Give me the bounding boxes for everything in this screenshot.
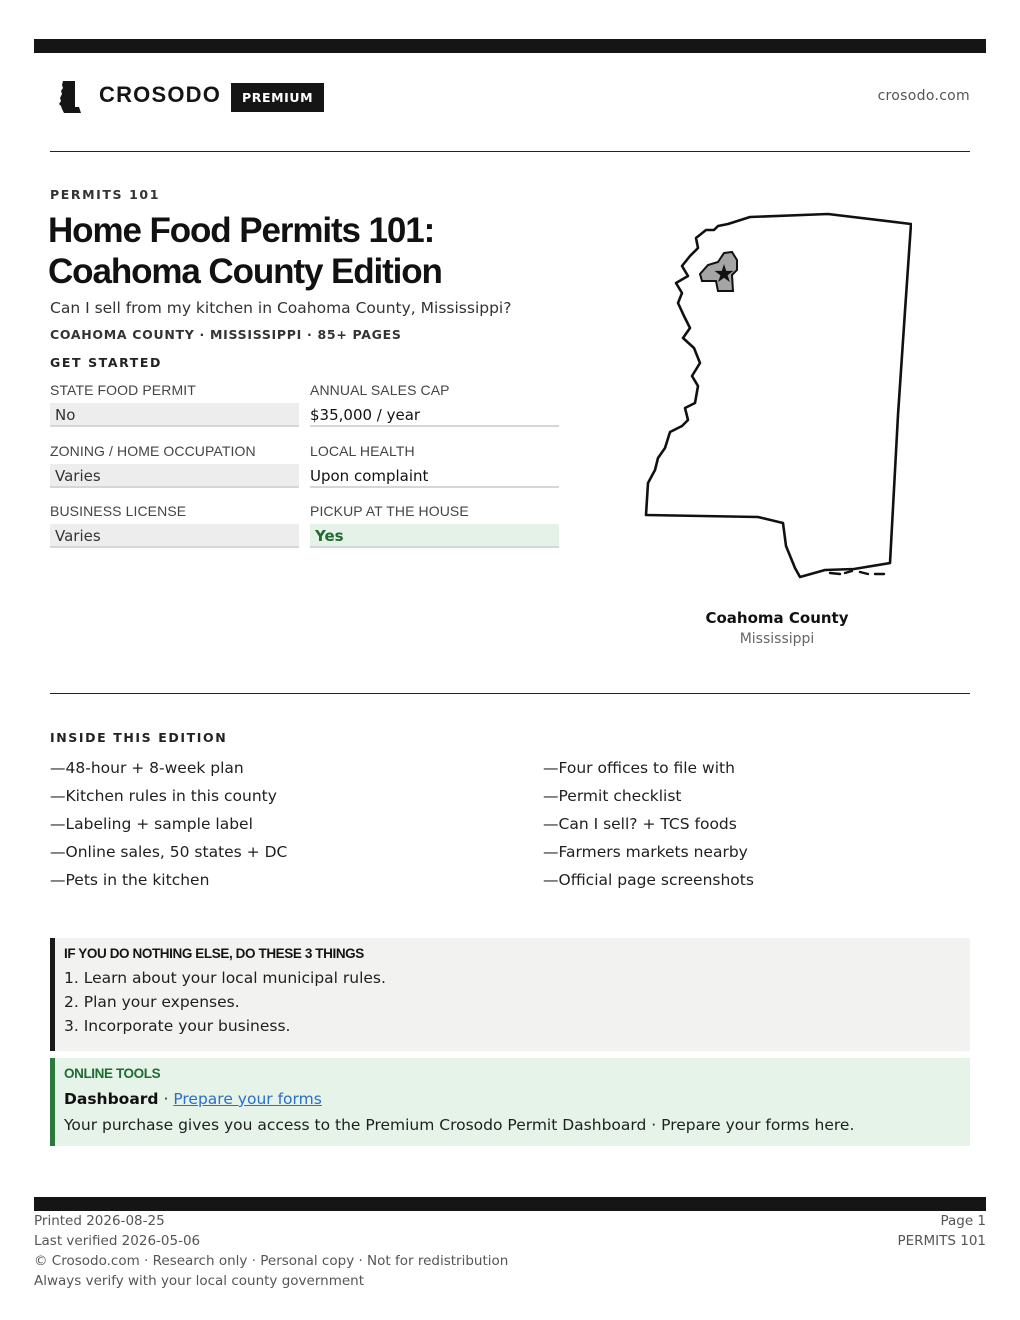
coastline-islands bbox=[830, 571, 884, 574]
page-subtitle: Can I sell from my kitchen in Coahoma County, Mississippi? bbox=[50, 299, 512, 317]
map-state-name: Mississippi bbox=[739, 631, 815, 647]
fact-business-license bbox=[50, 503, 299, 548]
toc-item: —Labeling + sample label bbox=[50, 815, 253, 833]
toc-item: —Kitchen rules in this county bbox=[50, 787, 277, 805]
footer-verify-note: Always verify with your local county government bbox=[34, 1273, 364, 1289]
footer-printed-date: Printed 2026-08-25 bbox=[34, 1213, 165, 1229]
dashboard-label: Dashboard bbox=[64, 1090, 159, 1108]
toc-right-column bbox=[543, 759, 754, 899]
divider bbox=[50, 693, 970, 694]
fact-local-health bbox=[310, 443, 559, 488]
three-things-callout bbox=[50, 938, 970, 1051]
fact-pickup bbox=[310, 503, 559, 548]
toc-item: —Can I sell? + TCS foods bbox=[543, 815, 737, 833]
page-title-line-1: Home Food Permits 101: bbox=[48, 211, 435, 250]
footer-verified-date: Last verified 2026-05-06 bbox=[34, 1233, 201, 1249]
divider bbox=[50, 151, 970, 152]
get-started-label: GET STARTED bbox=[50, 355, 163, 370]
header bbox=[50, 78, 970, 116]
online-tools-callout bbox=[50, 1058, 970, 1146]
fact-value: Varies bbox=[50, 464, 299, 488]
map-county-name: Coahoma County bbox=[705, 609, 849, 627]
callout-title: IF YOU DO NOTHING ELSE, DO THESE 3 THINGS bbox=[64, 946, 364, 961]
page-meta: COAHOMA COUNTY · MISSISSIPPI · 85+ PAGES bbox=[50, 327, 402, 342]
toc-left-column bbox=[50, 759, 287, 899]
footer-page-number: Page 1 bbox=[940, 1213, 986, 1229]
toc-item: —Online sales, 50 states + DC bbox=[50, 843, 288, 861]
fact-zoning bbox=[50, 443, 299, 488]
callout-step: 2. Plan your expenses. bbox=[64, 993, 240, 1011]
bottom-bar bbox=[34, 1197, 986, 1211]
fact-state-food-permit bbox=[50, 382, 299, 427]
toc-item: —48-hour + 8-week plan bbox=[50, 759, 244, 777]
callout-step: 3. Incorporate your business. bbox=[64, 1017, 291, 1035]
tools-title: ONLINE TOOLS bbox=[64, 1066, 161, 1081]
fact-annual-sales-cap bbox=[310, 382, 559, 427]
fact-label: STATE FOOD PERMIT bbox=[50, 382, 196, 398]
toc-item: —Four offices to file with bbox=[543, 759, 735, 777]
footer-section: PERMITS 101 bbox=[897, 1233, 986, 1249]
mississippi-logo-icon bbox=[58, 80, 82, 114]
fact-label: LOCAL HEALTH bbox=[310, 443, 415, 459]
premium-badge: PREMIUM bbox=[231, 83, 324, 112]
tools-description: Your purchase gives you access to the Premium Crosodo Permit Dashboard · Prepare your forms here. bbox=[64, 1116, 855, 1134]
toc-item: —Official page screenshots bbox=[543, 871, 754, 889]
fact-value: Yes bbox=[310, 524, 559, 548]
fact-label: ANNUAL SALES CAP bbox=[310, 382, 450, 398]
inside-edition-label: INSIDE THIS EDITION bbox=[50, 730, 228, 745]
fact-label: BUSINESS LICENSE bbox=[50, 503, 187, 519]
toc-item: —Permit checklist bbox=[543, 787, 682, 805]
fact-value: No bbox=[50, 403, 299, 427]
separator: · bbox=[158, 1090, 174, 1108]
fact-value: $35,000 / year bbox=[310, 403, 559, 427]
fact-label: PICKUP AT THE HOUSE bbox=[310, 503, 469, 519]
callout-step: 1. Learn about your local municipal rules. bbox=[64, 969, 386, 987]
state-outline bbox=[646, 214, 911, 577]
brand-name: CROSODO bbox=[99, 82, 222, 107]
fact-value: Upon complaint bbox=[310, 464, 559, 488]
mississippi-map bbox=[640, 208, 912, 580]
tools-dashboard-line bbox=[64, 1086, 970, 1112]
prepare-forms-link[interactable]: Prepare your forms bbox=[173, 1090, 322, 1108]
toc-item: —Pets in the kitchen bbox=[50, 871, 210, 889]
page-title bbox=[48, 210, 608, 292]
page-title-line-2: Coahoma County Edition bbox=[48, 252, 442, 291]
site-link[interactable]: crosodo.com bbox=[877, 88, 970, 104]
footer-copyright: © Crosodo.com · Research only · Personal copy · Not for redistribution bbox=[34, 1253, 509, 1269]
top-bar bbox=[34, 39, 986, 53]
section-eyebrow: PERMITS 101 bbox=[50, 187, 160, 202]
fact-label: ZONING / HOME OCCUPATION bbox=[50, 443, 256, 459]
toc-item: —Farmers markets nearby bbox=[543, 843, 748, 861]
fact-value: Varies bbox=[50, 524, 299, 548]
